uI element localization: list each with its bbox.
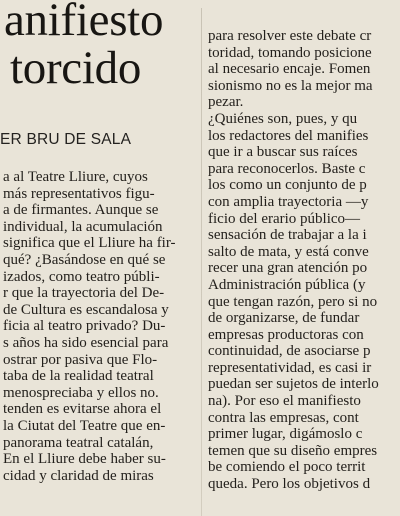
text-line: al necesario encaje. Fomen (208, 61, 371, 78)
text-line: de organizarse, de fundar (208, 310, 360, 327)
text-line: a al Teatre Lliure, cuyos (3, 169, 148, 185)
text-line: de Cultura es escandalosa y (3, 301, 169, 318)
text-line: sionismo no es la mejor ma (208, 77, 373, 94)
byline: ER BRU DE SALA (0, 131, 132, 148)
text-line: continuidad, de asociarse p (208, 343, 371, 360)
text-line: a de firmantes. Aunque se (3, 202, 159, 219)
article-column-right (208, 28, 400, 516)
text-line: ficio del erario público— (208, 210, 361, 227)
text-line: queda. Pero los objetivos d (208, 476, 371, 493)
text-line: contra las empresas, cont (208, 409, 359, 426)
text-line: tenden es evitarse ahora el (3, 401, 162, 418)
text-line: significa que el Lliure ha fir- (3, 235, 176, 252)
text-line: taba de la realidad teatral (3, 368, 154, 385)
text-line: izados, como teatro públi- (3, 268, 160, 285)
text-line: los redactores del manifies (208, 127, 369, 144)
text-line: empresas productoras con (208, 326, 364, 343)
text-line: puedan ser sujetos de interlo (208, 376, 379, 393)
text-line: sensación de trabajar a la i (208, 227, 367, 244)
text-line: r que la trayectoria del De- (3, 285, 165, 302)
text-line: salto de mata, y está conve (208, 243, 369, 260)
text-line: recer una gran atención po (208, 260, 368, 277)
text-line: qué? ¿Basándose en qué se (3, 251, 166, 268)
text-line: más representativos figu- (3, 185, 155, 202)
text-line: que tengan razón, pero si no (208, 293, 378, 310)
text-line: los como un conjunto de p (208, 177, 367, 194)
text-line: menospreciaba y ellos no. (3, 384, 159, 401)
text-line: representatividad, es casi ir (208, 359, 372, 376)
text-line: primer lugar, digámoslo c (208, 426, 363, 443)
text-line: Administración pública (y (208, 276, 366, 293)
column-divider (201, 8, 202, 516)
text-line: cidad y claridad de miras (3, 467, 154, 484)
text-line: s años ha sido esencial para (3, 334, 169, 351)
text-line: En el Lliure debe haber su- (3, 451, 166, 468)
headline-line-1: anifiesto (4, 0, 164, 46)
text-line: toridad, tomando posicione (208, 44, 372, 61)
text-line: que ir a buscar sus raíces (208, 144, 358, 161)
text-line: panorama teatral catalán, (3, 434, 154, 451)
text-line: ¿Quiénes son, pues, y qu (208, 110, 358, 127)
text-line: para reconocerlos. Baste c (208, 160, 366, 177)
text-line: be comiendo el poco territ (208, 459, 366, 476)
text-line: pezar. (208, 94, 244, 111)
text-line: ostrar por pasiva que Flo- (3, 351, 158, 368)
text-line: na). Por eso el manifiesto (208, 393, 361, 410)
headline (0, 0, 202, 92)
headline-line-2: torcido (10, 42, 142, 92)
text-line: la Ciutat del Teatre que en- (3, 417, 166, 434)
article-column-left (0, 169, 193, 516)
text-line: individual, la acumulación (3, 218, 163, 235)
text-line: con amplia trayectoria —y (208, 193, 369, 210)
text-line: para resolver este debate cr (208, 28, 372, 44)
text-line: ficia al teatro privado? Du- (3, 318, 166, 335)
text-line: temen que su diseño empres (208, 442, 378, 459)
